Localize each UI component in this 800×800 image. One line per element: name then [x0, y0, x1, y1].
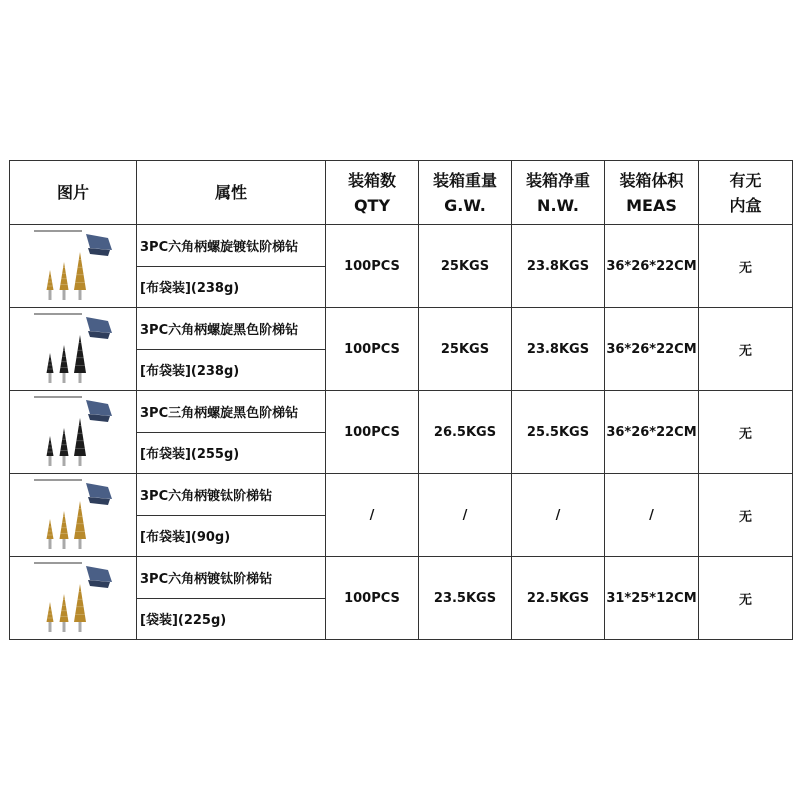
product-image-cell — [10, 557, 137, 640]
product-image-cell — [10, 474, 137, 557]
drill-shank — [49, 622, 52, 632]
drill-shank — [49, 456, 52, 466]
header-attributes: 属性 — [137, 161, 326, 225]
net-weight-value: 22.5KGS — [512, 557, 605, 640]
drill-bit-cone — [60, 511, 69, 539]
qty-value: 100PCS — [326, 225, 419, 308]
product-pack: [布袋装](238g) — [137, 349, 326, 391]
drill-bit-cone — [74, 252, 86, 290]
measurement-value: 36*26*22CM — [605, 225, 699, 308]
caption-strip — [34, 479, 82, 481]
drill-shank — [63, 622, 66, 632]
product-image-cell — [10, 391, 137, 474]
pouch-shape — [86, 566, 112, 582]
drill-shank — [79, 290, 82, 300]
drill-bit-cone — [47, 519, 54, 539]
measurement-value: 31*25*12CM — [605, 557, 699, 640]
gross-weight-value: 25KGS — [419, 225, 512, 308]
product-row — [10, 557, 793, 599]
drill-bit-cone — [47, 602, 54, 622]
net-weight-value: 25.5KGS — [512, 391, 605, 474]
pouch-shape — [86, 234, 112, 250]
product-row — [10, 308, 793, 350]
step-drill-set-black-icon — [28, 311, 118, 387]
drill-shank — [49, 539, 52, 549]
step-drill-set-black-triangle-icon — [28, 394, 118, 470]
drill-bit-cone — [47, 436, 54, 456]
header-image: 图片 — [10, 161, 137, 225]
product-pack: [布袋装](90g) — [137, 515, 326, 557]
gross-weight-value: 25KGS — [419, 308, 512, 391]
inner-box-value: 无 — [699, 391, 793, 474]
qty-value: 100PCS — [326, 557, 419, 640]
caption-strip — [34, 230, 82, 232]
pouch-shape — [86, 400, 112, 416]
pouch-shape — [86, 483, 112, 499]
product-pack: [布袋装](238g) — [137, 266, 326, 308]
drill-bit-cone — [74, 418, 86, 456]
step-drill-set-gold-straight-icon — [28, 477, 118, 553]
product-name: 3PC六角柄螺旋黑色阶梯钻 — [137, 308, 326, 350]
gross-weight-value: / — [419, 474, 512, 557]
net-weight-value: 23.8KGS — [512, 225, 605, 308]
product-row — [10, 391, 793, 433]
drill-bit-cone — [60, 428, 69, 456]
header-inner-box: 有无 内盒 — [699, 161, 793, 225]
caption-strip — [34, 313, 82, 315]
product-name: 3PC六角柄镀钛阶梯钻 — [137, 474, 326, 516]
drill-bit-cone — [60, 594, 69, 622]
product-pack: [布袋装](255g) — [137, 432, 326, 474]
drill-shank — [63, 539, 66, 549]
gross-weight-value: 23.5KGS — [419, 557, 512, 640]
drill-bit-cone — [47, 270, 54, 290]
drill-shank — [63, 290, 66, 300]
inner-box-value: 无 — [699, 474, 793, 557]
inner-box-value: 无 — [699, 557, 793, 640]
measurement-value: 36*26*22CM — [605, 391, 699, 474]
product-row — [10, 474, 793, 516]
step-drill-set-gold-icon — [28, 228, 118, 304]
inner-box-value: 无 — [699, 225, 793, 308]
qty-value: / — [326, 474, 419, 557]
drill-bit-cone — [74, 584, 86, 622]
product-name: 3PC三角柄螺旋黑色阶梯钻 — [137, 391, 326, 433]
step-drill-set-gold-bag-icon — [28, 560, 118, 636]
caption-strip — [34, 562, 82, 564]
drill-bit-cone — [60, 262, 69, 290]
table-header-row — [10, 161, 793, 225]
header-qty: 装箱数 QTY — [326, 161, 419, 225]
drill-shank — [63, 373, 66, 383]
qty-value: 100PCS — [326, 391, 419, 474]
header-measurement: 装箱体积 MEAS — [605, 161, 699, 225]
header-net-weight: 装箱净重 N.W. — [512, 161, 605, 225]
product-name: 3PC六角柄镀钛阶梯钻 — [137, 557, 326, 599]
qty-value: 100PCS — [326, 308, 419, 391]
product-spec-table — [9, 160, 793, 640]
measurement-value: / — [605, 474, 699, 557]
drill-shank — [79, 373, 82, 383]
pouch-shape — [86, 317, 112, 333]
drill-bit-cone — [74, 501, 86, 539]
drill-shank — [63, 456, 66, 466]
product-image-cell — [10, 308, 137, 391]
header-gross-weight: 装箱重量 G.W. — [419, 161, 512, 225]
inner-box-value: 无 — [699, 308, 793, 391]
drill-bit-cone — [74, 335, 86, 373]
drill-bit-cone — [47, 353, 54, 373]
drill-shank — [49, 373, 52, 383]
product-name: 3PC六角柄螺旋镀钛阶梯钻 — [137, 225, 326, 267]
product-row — [10, 225, 793, 267]
product-image-cell — [10, 225, 137, 308]
measurement-value: 36*26*22CM — [605, 308, 699, 391]
drill-shank — [79, 539, 82, 549]
drill-shank — [79, 622, 82, 632]
gross-weight-value: 26.5KGS — [419, 391, 512, 474]
drill-shank — [79, 456, 82, 466]
product-pack: [袋装](225g) — [137, 598, 326, 640]
drill-bit-cone — [60, 345, 69, 373]
net-weight-value: 23.8KGS — [512, 308, 605, 391]
drill-shank — [49, 290, 52, 300]
caption-strip — [34, 396, 82, 398]
net-weight-value: / — [512, 474, 605, 557]
